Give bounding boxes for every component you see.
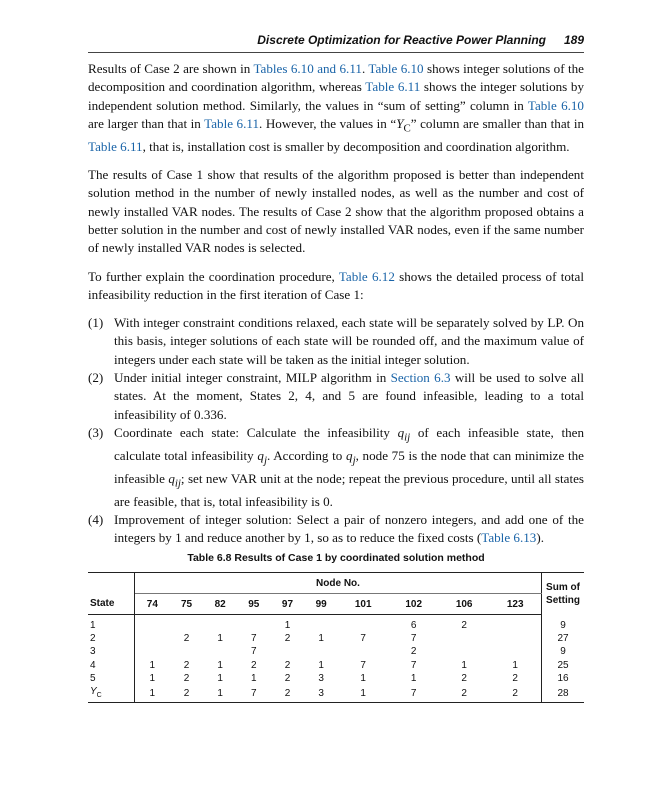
sum-cell: 16 [542,672,585,685]
page-number: 189 [563,33,584,47]
table-cell: 1 [284,620,291,632]
paragraph-3: To further explain the coordination procedure, Table 6.12 shows the detailed process of total infeasibility reduction in the first iteration of Case 1: [88,268,584,302]
table-row [88,659,584,672]
table-cell: 2 [410,646,417,658]
state-cell: 1 [88,615,135,633]
link-table-6-13[interactable]: Table 6.13 [481,530,537,546]
table-cell: 2 [251,659,257,671]
table-cell [304,615,338,633]
state-cell: 4 [88,659,135,672]
sum-cell: 27 [542,632,585,645]
table-cell: 1 [149,672,156,684]
table-row [88,615,584,633]
node-no-header: Node No. [135,573,542,594]
table-cell: 1 [149,659,156,671]
state-header: State [88,594,135,615]
table-cell: 1 [461,659,467,671]
table-cell [170,645,204,658]
table-cell: 1 [135,685,170,703]
link-table-6-11[interactable]: Table 6.11 [204,115,259,131]
table-cell: 2 [461,672,467,684]
table-row [88,672,584,685]
table-cell: 1 [338,685,388,703]
column-header: 106 [439,594,489,615]
list-item: (4) Improvement of integer solution: Select a pair of nonzero integers, and add one of the integers by 1 and reduce another by 1, so as to reduce the fixed costs (Table 6.13). [88,511,584,546]
table-cell [338,615,388,633]
table-cell: 2 [489,685,541,703]
table-cell: 7 [360,633,366,645]
body-text [88,60,584,548]
link-table-6-11[interactable]: Table 6.11 [88,138,143,154]
table-row [88,645,584,658]
table-cell: 1 [512,659,518,671]
table-cell: 1 [217,672,223,684]
table-cell [203,615,237,633]
link-section-6-3[interactable]: Section 6.3 [390,370,451,386]
state-cell: $Y_C$ [88,685,135,703]
table-cell: 2 [183,672,190,684]
table-row [88,685,584,703]
table-row [88,632,584,645]
table-cell: 1 [203,685,237,703]
list-item: (1) With integer constraint conditions relaxed, each state will be separately solved by LP. On this basis, integer solutions of each state will be rounded off, and the maximum value of integers under each state will be taken as the initial integer solution. [88,315,584,367]
column-header: 97 [271,594,305,615]
link-tables-6-10-6-11[interactable]: Tables 6.10 and 6.11 [253,61,362,76]
table-cell: 2 [271,685,305,703]
table-cell: 7 [410,659,417,671]
state-cell: 5 [88,672,135,685]
sum-cell: 9 [542,615,585,633]
table-cell [271,645,305,658]
list-item: (2) Under initial integer constraint, MILP algorithm in Section 6.3 will be used to solve all states. At the moment, States 2, 4, and 5 are found infeasible, leading to a total infeasibility of 0.336. [88,370,584,422]
column-header: 99 [304,594,338,615]
column-header: 74 [135,594,170,615]
table-cell: 3 [318,672,324,684]
table-cell [203,645,237,658]
table-cell: 2 [512,672,518,684]
link-table-6-11[interactable]: Table 6.11 [365,79,421,95]
paragraph-1: Results of Case 2 are shown in Tables 6.10 and 6.11. Table 6.10 shows integer solutions of the decomposition and coordination algorithm, whereas Table 6.11 shows the integer solutions by independent solution method. Similarly, the values in “sum of setting” column in Table 6.10 are larger than that in Table 6.11. However, the values in “$Y_C$” column are smaller than that in Table 6.11, that is, installation cost is smaller by decomposition and coordination algorithm. [88,61,585,154]
table-cell: 2 [439,685,489,703]
procedure-list [88,314,584,547]
table-cell: 1 [318,633,324,645]
sum-of-setting-header: Sum of Setting [542,573,585,615]
table-cell: 1 [318,659,324,671]
table-cell: 7 [360,659,366,671]
table-cell: 2 [183,659,190,671]
table-cell: 1 [251,672,257,684]
table-cell [135,632,170,645]
column-header: 95 [237,594,271,615]
running-header [88,30,584,53]
table-cell: 7 [410,633,417,645]
table-cell: 1 [360,672,366,684]
table-cell [489,645,541,658]
column-header: 123 [489,594,541,615]
running-title: Discrete Optimization for Reactive Power Planning [257,33,546,47]
column-header: 75 [170,594,204,615]
state-cell: 2 [88,632,135,645]
table-cell [489,615,541,633]
table-cell [439,632,489,645]
table-cell [338,645,388,658]
table-cell: 3 [304,685,338,703]
table-cell [489,632,541,645]
table-caption: Table 6.8 Results of Case 1 by coordinated solution method [187,552,485,564]
table-cell [304,645,338,658]
table-cell: 2 [284,659,291,671]
sum-cell: 25 [542,659,585,672]
column-header: 82 [203,594,237,615]
state-cell: 3 [88,645,135,658]
link-table-6-10[interactable]: Table 6.10 [368,61,424,76]
table-cell: 7 [388,685,438,703]
table-cell: 2 [170,685,204,703]
table-cell [237,615,271,633]
table-cell: 1 [217,659,223,671]
results-table [88,572,584,703]
table-cell [135,615,170,633]
table-cell: 2 [284,633,291,645]
list-item: (3) Coordinate each state: Calculate the infeasibility $q_{ij}$ of each infeasible state, then calculate total infeasibility $q_j$. According to $q_j$, node 75 is the node that can minimize the infeasible $q_{ij}$; set new VAR unit at the node; repeat the previous procedure, until all states are feasible, that is, total infeasibility is 0. [88,424,585,509]
table-cell: 2 [284,672,291,684]
table-cell [135,645,170,658]
column-header: 101 [338,594,388,615]
table-cell [170,615,204,633]
table-cell: 6 [410,620,417,632]
table-corner [88,573,135,594]
table-cell: 1 [217,633,223,645]
link-table-6-10[interactable]: Table 6.10 [527,97,584,113]
table-cell: 7 [251,633,257,645]
table-cell: 7 [237,685,271,703]
link-table-6-12[interactable]: Table 6.12 [338,268,395,284]
table-cell [439,645,489,658]
table-cell: 2 [183,633,190,645]
table-cell: 7 [251,646,257,658]
column-header: 102 [388,594,438,615]
table-cell: 2 [461,620,467,632]
paragraph-2: The results of Case 1 show that results of the algorithm proposed is better than independent solution method in the number of newly installed nodes, as well as the number and cost of newly installed VAR nodes. The results of Case 2 show that the algorithm proposed obtains a better solution in the number and cost of newly installed VAR nodes, even if the same number of newly installed VAR nodes is selected. [88,167,584,256]
sum-cell: 9 [542,645,585,658]
sum-cell: 28 [542,685,585,703]
table-cell: 1 [410,672,417,684]
